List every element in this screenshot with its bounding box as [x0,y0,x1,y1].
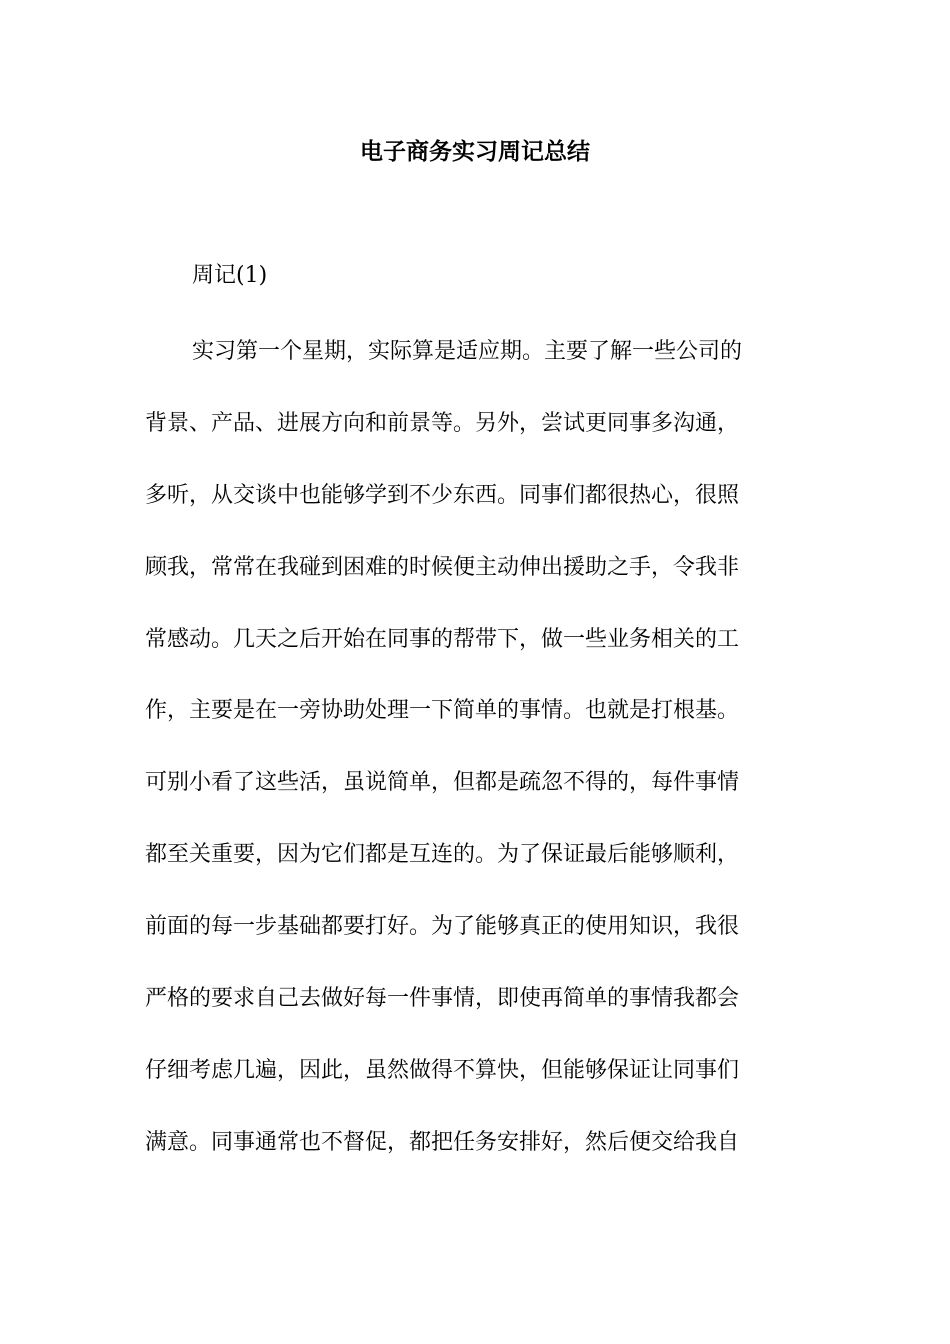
body-text [145,332,825,1195]
body-line: 仔细考虑几遍，因此，虽然做得不算快，但能够保证让同事们 [145,1057,740,1083]
body-line: 严格的要求自己去做好每一件事情，即使再简单的事情我都会 [145,986,740,1012]
body-line: 多听，从交谈中也能够学到不少东西。同事们都很热心，很照 [145,482,740,508]
body-line: 前面的每一步基础都要打好。为了能够真正的使用知识，我很 [145,914,740,940]
entry-heading: 周记(1) [192,263,268,288]
body-line: 可别小看了这些活，虽说简单，但都是疏忽不得的，每件事情 [145,770,740,796]
body-line: 满意。同事通常也不督促，都把任务安排好，然后便交给我自 [145,1129,740,1155]
body-line: 背景、产品、进展方向和前景等。另外，尝试更同事多沟通， [145,410,740,436]
body-line: 作，主要是在一旁协助处理一下简单的事情。也就是打根基。 [145,698,740,724]
body-line: 都至关重要，因为它们都是互连的。为了保证最后能够顺利， [145,842,740,868]
document-title: 电子商务实习周记总结 [360,138,590,165]
body-line: 常感动。几天之后开始在同事的帮带下，做一些业务相关的工 [145,626,740,652]
body-line: 实习第一个星期，实际算是适应期。主要了解一些公司的 [192,339,743,364]
body-line: 顾我，常常在我碰到困难的时候便主动伸出援助之手，令我非 [145,554,740,580]
